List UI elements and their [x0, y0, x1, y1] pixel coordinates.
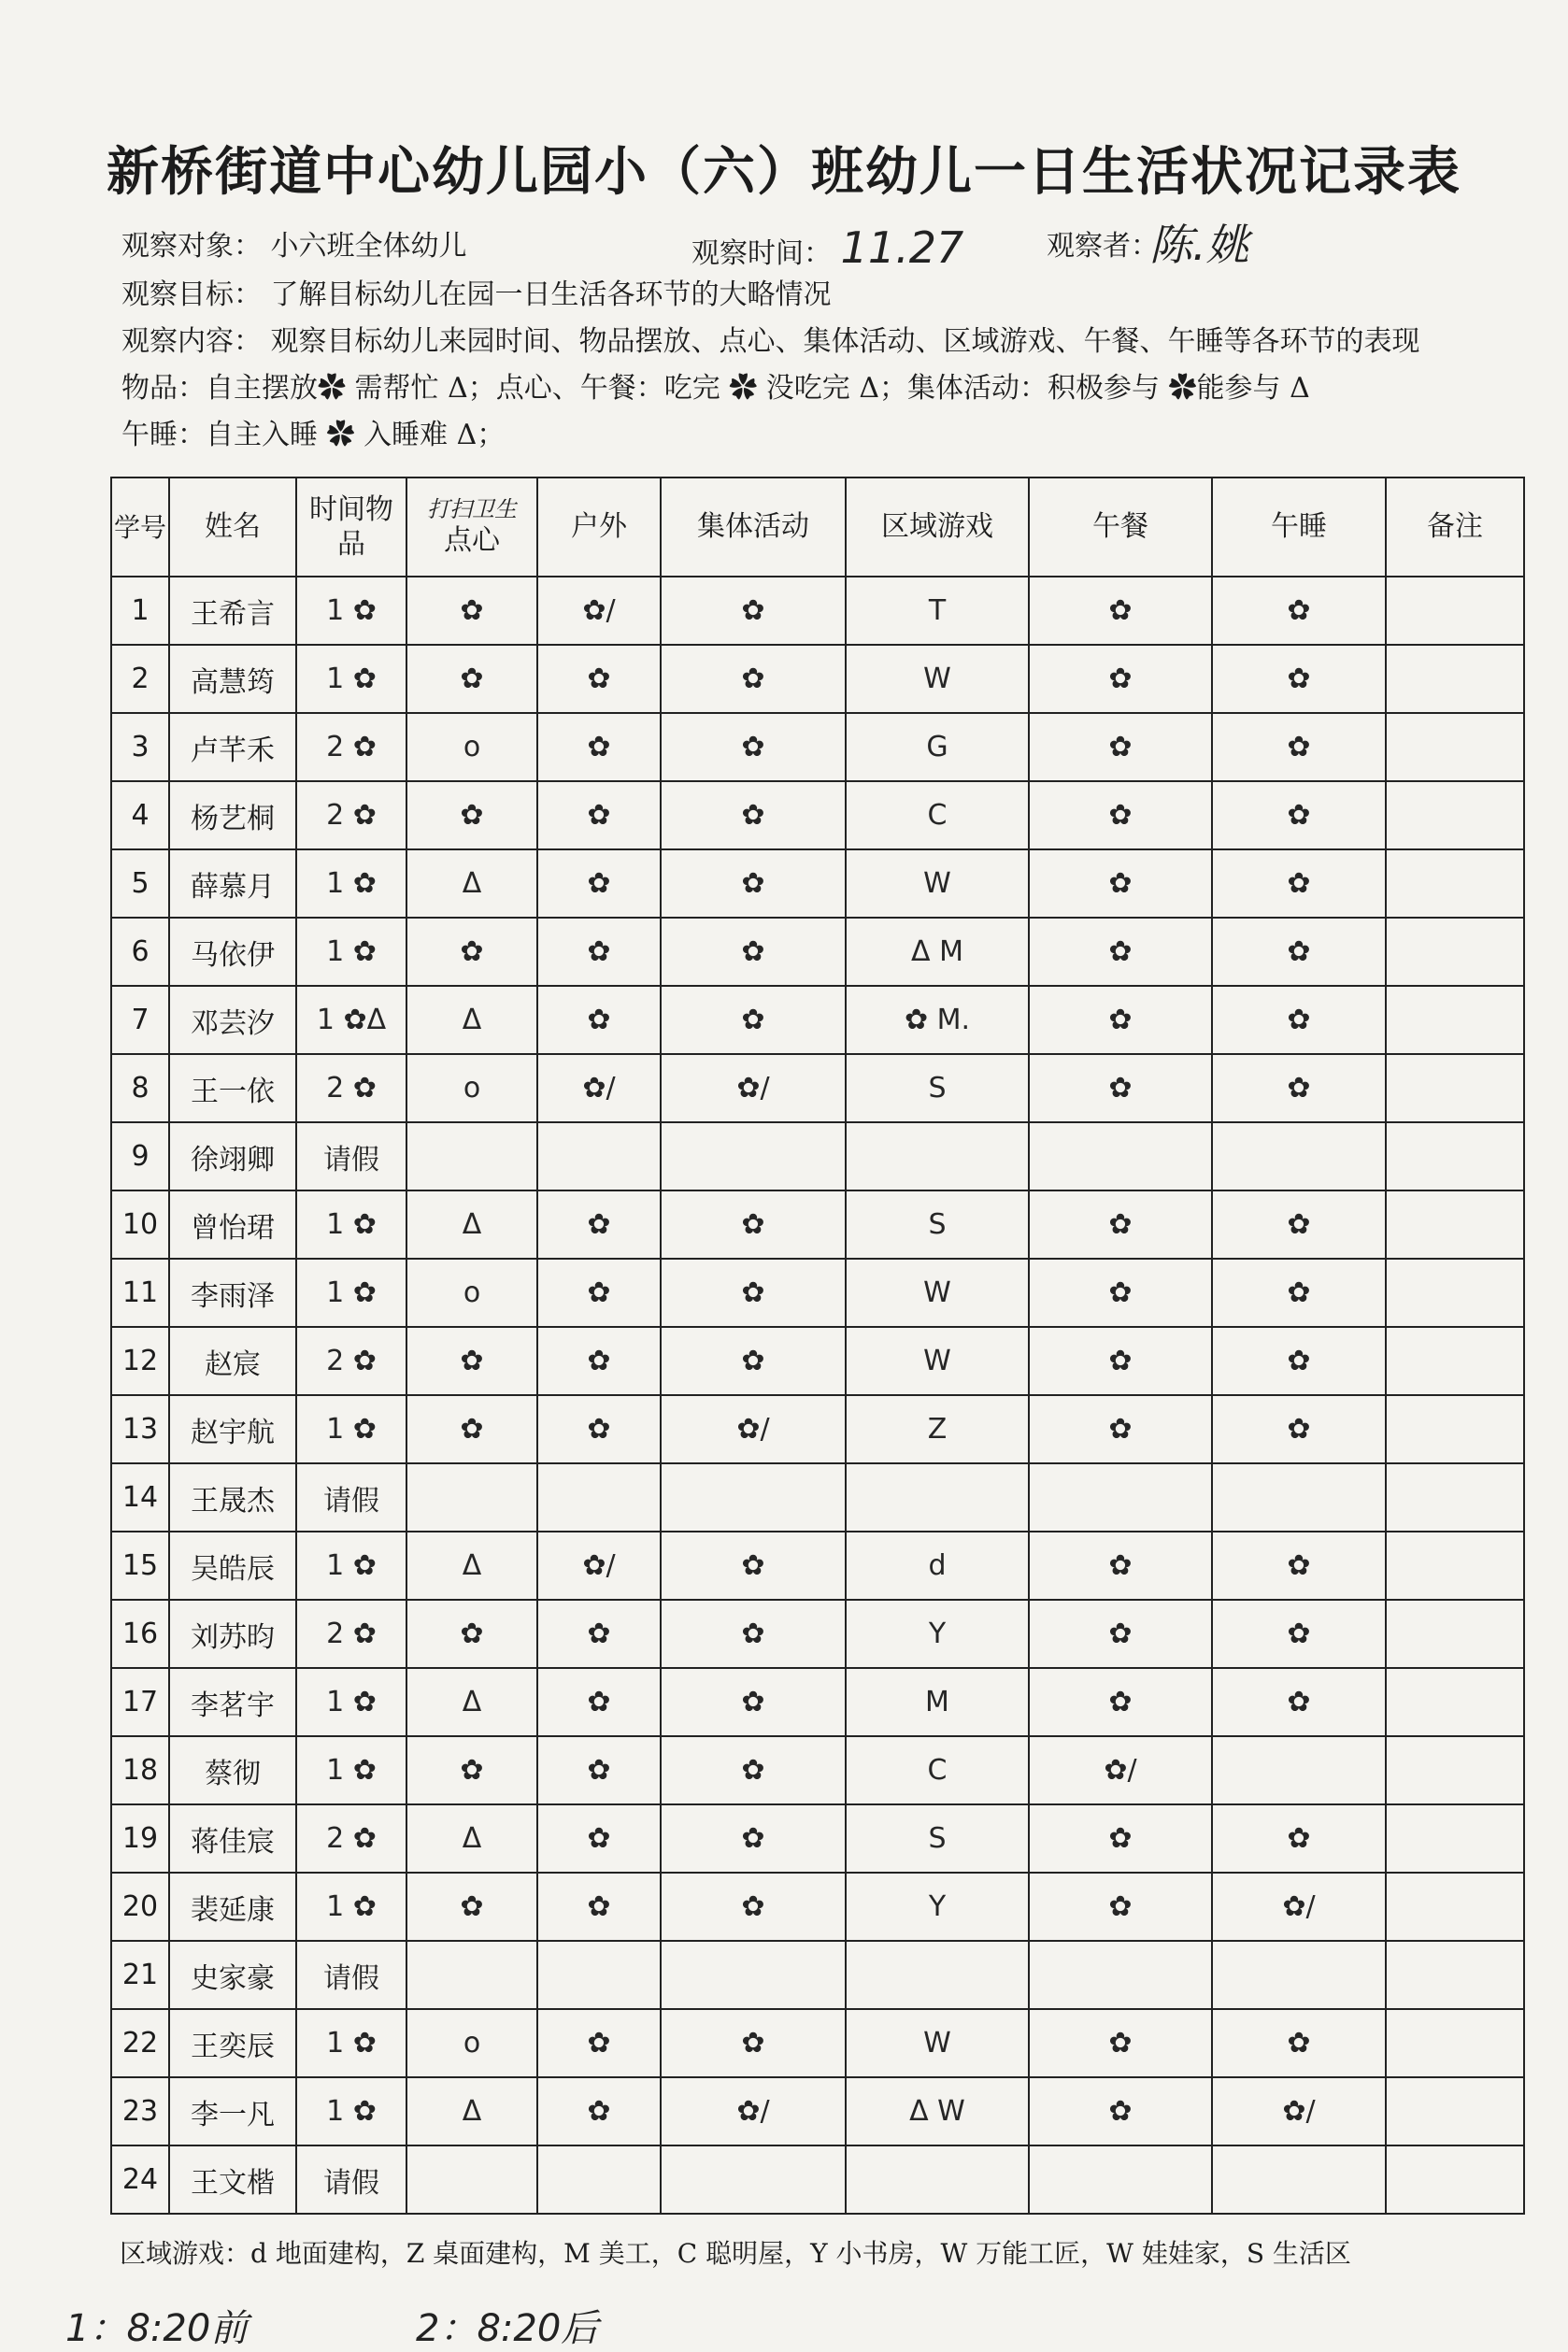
area-game-cell: S [846, 1804, 1029, 1873]
arrival-items-cell: 1 ✿ [296, 2009, 406, 2077]
remarks-cell [1386, 1190, 1524, 1259]
col-header-remarks: 备注 [1386, 478, 1524, 577]
outdoor-cell: ✿/ [537, 1054, 661, 1122]
arrival-items-cell: 1 ✿ [296, 1668, 406, 1736]
group-activity-cell: ✿ [661, 1873, 846, 1941]
area-game-cell: W [846, 645, 1029, 713]
area-game-cell: C [846, 1736, 1029, 1804]
lunch-cell: ✿ [1029, 1327, 1212, 1395]
col-header-lunch: 午餐 [1029, 478, 1212, 577]
snack-cell: ✿ [406, 645, 537, 713]
nap-cell: ✿ [1212, 645, 1386, 713]
student-name: 王晟杰 [169, 1463, 296, 1532]
group-activity-cell [661, 1122, 846, 1190]
remarks-cell [1386, 645, 1524, 713]
lunch-cell: ✿ [1029, 645, 1212, 713]
table-row [111, 1941, 1524, 2009]
time-value: 11.27 [840, 222, 964, 273]
arrival-items-cell: 1 ✿ [296, 849, 406, 918]
group-activity-cell: ✿ [661, 713, 846, 781]
table-row [111, 577, 1524, 645]
remarks-cell [1386, 1327, 1524, 1395]
table-row [111, 2077, 1524, 2145]
remarks-cell [1386, 1259, 1524, 1327]
snack-cell [406, 1463, 537, 1532]
lunch-cell: ✿ [1029, 1532, 1212, 1600]
arrival-items-cell: 1 ✿ [296, 1190, 406, 1259]
area-game-cell [846, 1941, 1029, 2009]
student-number: 17 [111, 1668, 169, 1736]
col-header-outdoor: 户外 [537, 478, 661, 577]
arrival-items-cell: 2 ✿ [296, 781, 406, 849]
student-name: 刘苏昀 [169, 1600, 296, 1668]
table-row [111, 1736, 1524, 1804]
nap-cell: ✿ [1212, 918, 1386, 986]
table-row [111, 1668, 1524, 1736]
arrival-items-cell: 2 ✿ [296, 1804, 406, 1873]
observation-target-line [121, 222, 467, 264]
arrival-items-cell: 1 ✿ [296, 2077, 406, 2145]
outdoor-cell: ✿ [537, 1327, 661, 1395]
student-name: 赵宇航 [169, 1395, 296, 1463]
student-name: 李一凡 [169, 2077, 296, 2145]
lunch-cell: ✿ [1029, 2077, 1212, 2145]
group-activity-cell [661, 2145, 846, 2214]
arrival-items-cell: 1 ✿ [296, 1532, 406, 1600]
arrival-items-cell: 1 ✿ [296, 1873, 406, 1941]
arrival-items-cell: 2 ✿ [296, 1054, 406, 1122]
group-activity-cell: ✿ [661, 1259, 846, 1327]
goal-value: 了解目标幼儿在园一日生活各环节的大略情况 [270, 278, 832, 311]
student-name: 薛慕月 [169, 849, 296, 918]
outdoor-cell: ✿ [537, 1736, 661, 1804]
nap-cell [1212, 1941, 1386, 2009]
group-activity-cell: ✿ [661, 1327, 846, 1395]
lunch-cell: ✿ [1029, 577, 1212, 645]
table-row [111, 2009, 1524, 2077]
arrival-items-cell: 请假 [296, 1941, 406, 2009]
lunch-cell: ✿ [1029, 781, 1212, 849]
observation-content-line [121, 318, 1420, 359]
outdoor-cell: ✿ [537, 1668, 661, 1736]
student-number: 3 [111, 713, 169, 781]
symbol-legend-2: 午睡：自主入睡 ✿ 入睡难 Δ； [121, 419, 506, 451]
student-number: 7 [111, 986, 169, 1054]
lunch-cell: ✿/ [1029, 1736, 1212, 1804]
col-header-group-activity: 集体活动 [661, 478, 846, 577]
student-number: 13 [111, 1395, 169, 1463]
lunch-cell: ✿ [1029, 1804, 1212, 1873]
student-name: 王希言 [169, 577, 296, 645]
table-row [111, 1054, 1524, 1122]
remarks-cell [1386, 1532, 1524, 1600]
remarks-cell [1386, 1463, 1524, 1532]
table-row [111, 1804, 1524, 1873]
student-name: 裴延康 [169, 1873, 296, 1941]
lunch-cell: ✿ [1029, 986, 1212, 1054]
outdoor-cell: ✿/ [537, 577, 661, 645]
target-value: 小六班全体幼儿 [270, 230, 467, 263]
record-table [110, 477, 1525, 2215]
student-number: 21 [111, 1941, 169, 2009]
arrival-items-cell: 1 ✿ [296, 645, 406, 713]
student-name: 马依伊 [169, 918, 296, 986]
remarks-cell [1386, 1736, 1524, 1804]
group-activity-cell: ✿/ [661, 1054, 846, 1122]
group-activity-cell [661, 1463, 846, 1532]
nap-cell: ✿/ [1212, 1873, 1386, 1941]
student-number: 22 [111, 2009, 169, 2077]
arrival-items-cell: 1 ✿ [296, 1259, 406, 1327]
student-number: 12 [111, 1327, 169, 1395]
lunch-cell: ✿ [1029, 849, 1212, 918]
area-game-cell: Y [846, 1600, 1029, 1668]
observation-time-line [691, 222, 963, 273]
table-row [111, 1327, 1524, 1395]
area-game-cell: G [846, 713, 1029, 781]
nap-cell [1212, 1122, 1386, 1190]
observer-signature: 陈.姚 [1149, 220, 1249, 270]
nap-cell: ✿ [1212, 713, 1386, 781]
nap-cell: ✿ [1212, 1327, 1386, 1395]
nap-cell: ✿ [1212, 781, 1386, 849]
snack-cell: Δ [406, 986, 537, 1054]
snack-cell: Δ [406, 849, 537, 918]
group-activity-cell: ✿ [661, 1804, 846, 1873]
student-number: 5 [111, 849, 169, 918]
observation-goal-line [121, 271, 832, 312]
student-number: 15 [111, 1532, 169, 1600]
student-number: 2 [111, 645, 169, 713]
table-row [111, 781, 1524, 849]
table-row [111, 1532, 1524, 1600]
remarks-cell [1386, 1941, 1524, 2009]
arrival-items-cell: 1 ✿ [296, 1736, 406, 1804]
nap-cell: ✿ [1212, 1804, 1386, 1873]
observer-line [1047, 222, 1159, 264]
remarks-cell [1386, 713, 1524, 781]
nap-cell [1212, 1463, 1386, 1532]
snack-cell: o [406, 2009, 537, 2077]
student-name: 赵宸 [169, 1327, 296, 1395]
student-number: 23 [111, 2077, 169, 2145]
col-header-snack-handwritten: 打扫卫生 [427, 496, 517, 523]
lunch-cell: ✿ [1029, 1600, 1212, 1668]
student-name: 高慧筠 [169, 645, 296, 713]
group-activity-cell: ✿ [661, 1668, 846, 1736]
remarks-cell [1386, 918, 1524, 986]
snack-cell: ✿ [406, 1395, 537, 1463]
snack-cell [406, 1941, 537, 2009]
target-label: 观察对象： [121, 230, 262, 263]
remarks-cell [1386, 577, 1524, 645]
student-name: 卢芊禾 [169, 713, 296, 781]
snack-cell: ✿ [406, 1600, 537, 1668]
outdoor-cell: ✿ [537, 645, 661, 713]
area-game-cell: W [846, 849, 1029, 918]
student-number: 11 [111, 1259, 169, 1327]
snack-cell: Δ [406, 1804, 537, 1873]
lunch-cell [1029, 2145, 1212, 2214]
snack-cell: Δ [406, 1190, 537, 1259]
area-game-cell: W [846, 2009, 1029, 2077]
student-number: 16 [111, 1600, 169, 1668]
col-header-snack-label: 点心 [444, 524, 500, 558]
lunch-cell [1029, 1941, 1212, 2009]
col-header-nap: 午睡 [1212, 478, 1386, 577]
student-number: 19 [111, 1804, 169, 1873]
area-game-cell: d [846, 1532, 1029, 1600]
remarks-cell [1386, 849, 1524, 918]
lunch-cell: ✿ [1029, 1054, 1212, 1122]
table-row [111, 2145, 1524, 2214]
table-row [111, 918, 1524, 986]
table-row [111, 1873, 1524, 1941]
group-activity-cell: ✿ [661, 1532, 846, 1600]
student-number: 20 [111, 1873, 169, 1941]
remarks-cell [1386, 1395, 1524, 1463]
outdoor-cell: ✿ [537, 781, 661, 849]
col-header-name: 姓名 [169, 478, 296, 577]
remarks-cell [1386, 781, 1524, 849]
snack-cell: o [406, 1259, 537, 1327]
area-game-cell: S [846, 1190, 1029, 1259]
table-row [111, 1600, 1524, 1668]
group-activity-cell: ✿ [661, 1600, 846, 1668]
outdoor-cell: ✿ [537, 849, 661, 918]
student-name: 李雨泽 [169, 1259, 296, 1327]
col-header-time-items: 时间物品 [296, 478, 406, 577]
remarks-cell [1386, 1804, 1524, 1873]
area-game-cell [846, 1463, 1029, 1532]
area-game-cell: W [846, 1259, 1029, 1327]
lunch-cell [1029, 1463, 1212, 1532]
area-game-cell: M [846, 1668, 1029, 1736]
student-number: 1 [111, 577, 169, 645]
group-activity-cell: ✿ [661, 2009, 846, 2077]
area-game-cell [846, 1122, 1029, 1190]
snack-cell [406, 2145, 537, 2214]
table-row [111, 1259, 1524, 1327]
snack-cell: Δ [406, 2077, 537, 2145]
form-title: 新桥街道中心幼儿园小（六）班幼儿一日生活状况记录表 [107, 142, 1461, 203]
area-game-cell: T [846, 577, 1029, 645]
col-header-number: 学号 [111, 478, 169, 577]
observer-label: 观察者： [1047, 230, 1159, 263]
nap-cell: ✿ [1212, 2009, 1386, 2077]
snack-cell: ✿ [406, 781, 537, 849]
time-label: 观察时间： [691, 237, 832, 270]
student-number: 8 [111, 1054, 169, 1122]
student-name: 邓芸汐 [169, 986, 296, 1054]
arrival-items-cell: 1 ✿Δ [296, 986, 406, 1054]
student-number: 6 [111, 918, 169, 986]
group-activity-cell: ✿ [661, 1190, 846, 1259]
group-activity-cell: ✿ [661, 986, 846, 1054]
area-game-cell: Δ W [846, 2077, 1029, 2145]
goal-label: 观察目标： [121, 278, 262, 311]
arrival-items-cell: 1 ✿ [296, 918, 406, 986]
nap-cell: ✿ [1212, 986, 1386, 1054]
symbol-legend-1: 物品：自主摆放✿ 需帮忙 Δ；点心、午餐：吃完 ✿ 没吃完 Δ；集体活动：积极参与 ✿能参与 Δ [121, 372, 1310, 405]
remarks-cell [1386, 1122, 1524, 1190]
table-row [111, 1463, 1524, 1532]
remarks-cell [1386, 2077, 1524, 2145]
student-name: 杨艺桐 [169, 781, 296, 849]
snack-cell: Δ [406, 1532, 537, 1600]
area-game-cell: C [846, 781, 1029, 849]
content-value: 观察目标幼儿来园时间、物品摆放、点心、集体活动、区域游戏、午餐、午睡等各环节的表现 [270, 325, 1420, 358]
snack-cell: o [406, 1054, 537, 1122]
remarks-cell [1386, 1873, 1524, 1941]
outdoor-cell: ✿/ [537, 1532, 661, 1600]
lunch-cell: ✿ [1029, 1190, 1212, 1259]
student-name: 李茗宇 [169, 1668, 296, 1736]
arrival-items-cell: 1 ✿ [296, 577, 406, 645]
student-name: 徐翊卿 [169, 1122, 296, 1190]
remarks-cell [1386, 2145, 1524, 2214]
student-number: 18 [111, 1736, 169, 1804]
group-activity-cell: ✿ [661, 645, 846, 713]
arrival-items-cell: 请假 [296, 1463, 406, 1532]
remarks-cell [1386, 986, 1524, 1054]
nap-cell: ✿ [1212, 1668, 1386, 1736]
arrival-items-cell: 2 ✿ [296, 1600, 406, 1668]
nap-cell: ✿ [1212, 577, 1386, 645]
arrival-items-cell: 请假 [296, 2145, 406, 2214]
group-activity-cell: ✿ [661, 577, 846, 645]
area-game-cell [846, 2145, 1029, 2214]
student-number: 4 [111, 781, 169, 849]
nap-cell: ✿ [1212, 1190, 1386, 1259]
student-name: 曾怡珺 [169, 1190, 296, 1259]
outdoor-cell [537, 1941, 661, 2009]
table-row [111, 1122, 1524, 1190]
snack-cell: ✿ [406, 577, 537, 645]
student-name: 史家豪 [169, 1941, 296, 2009]
student-number: 14 [111, 1463, 169, 1532]
outdoor-cell: ✿ [537, 713, 661, 781]
student-name: 蒋佳宸 [169, 1804, 296, 1873]
snack-cell: o [406, 713, 537, 781]
nap-cell [1212, 1736, 1386, 1804]
lunch-cell: ✿ [1029, 1873, 1212, 1941]
table-header-row [111, 478, 1524, 577]
content-label: 观察内容： [121, 325, 262, 358]
group-activity-cell: ✿ [661, 1736, 846, 1804]
area-game-cell: S [846, 1054, 1029, 1122]
col-header-snack [406, 478, 537, 577]
arrival-items-cell: 1 ✿ [296, 1395, 406, 1463]
area-game-legend: 区域游戏：d 地面建构，Z 桌面建构，M 美工，C 聪明屋，Y 小书房，W 万能工匠，W 娃娃家，S 生活区 [120, 2238, 1351, 2269]
student-number: 9 [111, 1122, 169, 1190]
outdoor-cell: ✿ [537, 1873, 661, 1941]
area-game-cell: Δ M [846, 918, 1029, 986]
outdoor-cell: ✿ [537, 1259, 661, 1327]
nap-cell [1212, 2145, 1386, 2214]
arrival-items-cell: 请假 [296, 1122, 406, 1190]
group-activity-cell [661, 1941, 846, 2009]
outdoor-cell [537, 1463, 661, 1532]
outdoor-cell: ✿ [537, 1190, 661, 1259]
table-row [111, 1395, 1524, 1463]
remarks-cell [1386, 1054, 1524, 1122]
lunch-cell: ✿ [1029, 713, 1212, 781]
group-activity-cell: ✿ [661, 849, 846, 918]
nap-cell: ✿ [1212, 1600, 1386, 1668]
lunch-cell: ✿ [1029, 1259, 1212, 1327]
handwritten-note-1: 1：8:20前 [65, 2307, 249, 2350]
outdoor-cell: ✿ [537, 1600, 661, 1668]
nap-cell: ✿ [1212, 1054, 1386, 1122]
lunch-cell: ✿ [1029, 2009, 1212, 2077]
arrival-items-cell: 2 ✿ [296, 713, 406, 781]
table-row [111, 986, 1524, 1054]
nap-cell: ✿ [1212, 849, 1386, 918]
student-name: 王奕辰 [169, 2009, 296, 2077]
student-name: 吴皓辰 [169, 1532, 296, 1600]
outdoor-cell: ✿ [537, 986, 661, 1054]
remarks-cell [1386, 2009, 1524, 2077]
area-game-cell: W [846, 1327, 1029, 1395]
group-activity-cell: ✿ [661, 918, 846, 986]
nap-cell: ✿ [1212, 1532, 1386, 1600]
nap-cell: ✿/ [1212, 2077, 1386, 2145]
handwritten-note-2: 2：8:20后 [416, 2307, 599, 2350]
arrival-items-cell: 2 ✿ [296, 1327, 406, 1395]
nap-cell: ✿ [1212, 1259, 1386, 1327]
group-activity-cell: ✿/ [661, 1395, 846, 1463]
lunch-cell: ✿ [1029, 1668, 1212, 1736]
area-game-cell: Z [846, 1395, 1029, 1463]
snack-cell: ✿ [406, 1736, 537, 1804]
snack-cell: Δ [406, 1668, 537, 1736]
table-row [111, 713, 1524, 781]
outdoor-cell: ✿ [537, 2077, 661, 2145]
outdoor-cell: ✿ [537, 918, 661, 986]
outdoor-cell: ✿ [537, 1395, 661, 1463]
group-activity-cell: ✿ [661, 781, 846, 849]
nap-cell: ✿ [1212, 1395, 1386, 1463]
area-game-cell: Y [846, 1873, 1029, 1941]
outdoor-cell: ✿ [537, 1804, 661, 1873]
col-header-area-game: 区域游戏 [846, 478, 1029, 577]
snack-cell: ✿ [406, 1873, 537, 1941]
group-activity-cell: ✿/ [661, 2077, 846, 2145]
snack-cell: ✿ [406, 918, 537, 986]
student-name: 蔡彻 [169, 1736, 296, 1804]
lunch-cell: ✿ [1029, 918, 1212, 986]
lunch-cell: ✿ [1029, 1395, 1212, 1463]
area-game-cell: ✿ M. [846, 986, 1029, 1054]
lunch-cell [1029, 1122, 1212, 1190]
snack-cell [406, 1122, 537, 1190]
remarks-cell [1386, 1600, 1524, 1668]
student-name: 王文楷 [169, 2145, 296, 2214]
student-number: 24 [111, 2145, 169, 2214]
student-number: 10 [111, 1190, 169, 1259]
table-row [111, 1190, 1524, 1259]
student-name: 王一依 [169, 1054, 296, 1122]
remarks-cell [1386, 1668, 1524, 1736]
table-row [111, 645, 1524, 713]
snack-cell: ✿ [406, 1327, 537, 1395]
table-row [111, 849, 1524, 918]
outdoor-cell [537, 1122, 661, 1190]
outdoor-cell: ✿ [537, 2009, 661, 2077]
outdoor-cell [537, 2145, 661, 2214]
